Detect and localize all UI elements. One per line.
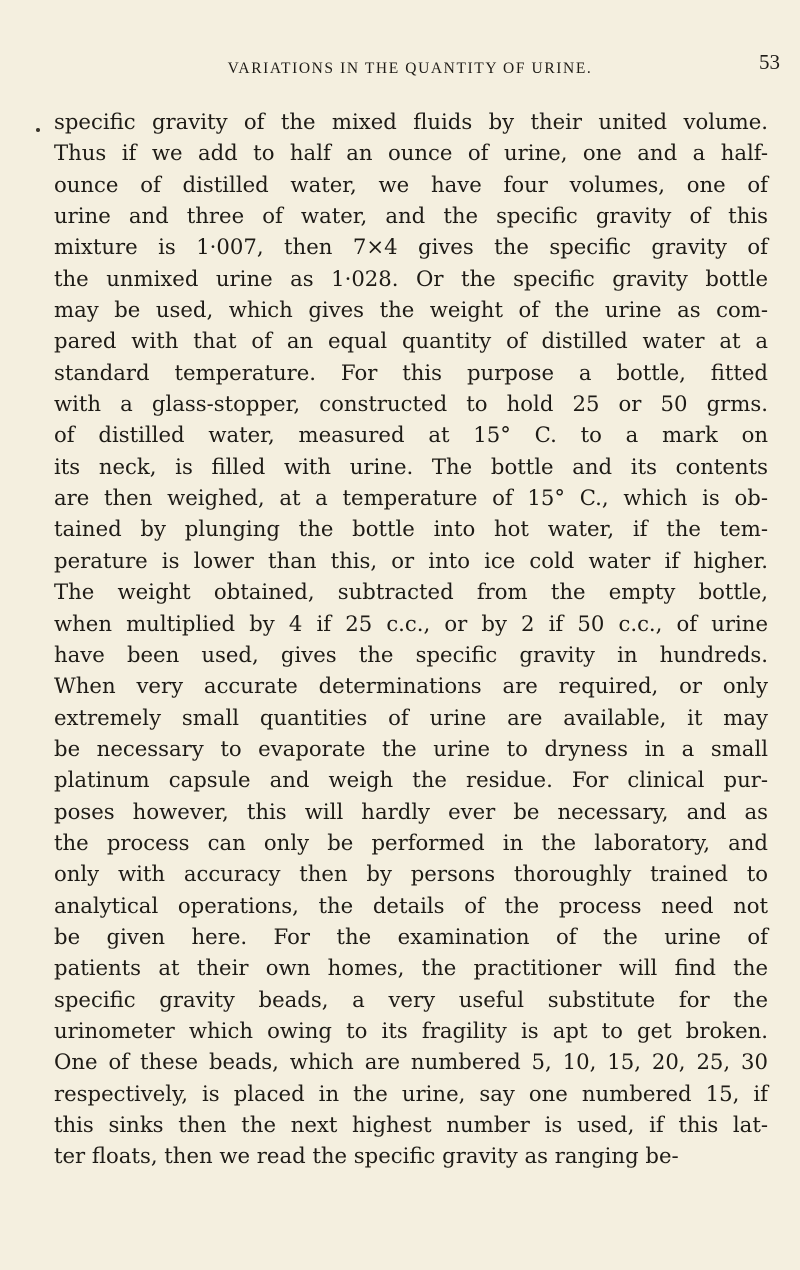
text-line: tained by plunging the bottle into hot water, if the tem-: [54, 516, 768, 542]
text-line: the process can only be performed in the laboratory, and: [54, 829, 768, 855]
text-line: are then weighed, at a temperature of 15° C., which is ob-: [54, 485, 768, 511]
text-line: poses however, this will hardly ever be necessary, and as: [54, 798, 768, 824]
text-line: Thus if we add to half an ounce of urine, one and a half-: [54, 140, 768, 166]
text-line: of distilled water, measured at 15° C. to a mark on: [54, 422, 768, 448]
text-line: urine and three of water, and the specific gravity of this: [54, 203, 768, 229]
text-line: analytical operations, the details of the process need not: [54, 892, 768, 918]
body-text: [54, 106, 768, 1172]
text-line: only with accuracy then by persons thoroughly trained to: [54, 861, 768, 887]
page-number: 53: [759, 50, 780, 74]
text-line: One of these beads, which are numbered 5, 10, 15, 20, 25, 30: [54, 1049, 768, 1075]
text-line: be given here. For the examination of the urine of: [54, 923, 768, 949]
text-line: when multiplied by 4 if 25 c.c., or by 2 if 50 c.c., of urine: [54, 610, 768, 636]
text-line: this sinks then the next highest number is used, if this lat-: [54, 1112, 768, 1137]
text-line: its neck, is filled with urine. The bottle and its contents: [54, 453, 768, 479]
text-line: urinometer which owing to its fragility is apt to get broken.: [54, 1017, 768, 1043]
text-line: standard temperature. For this purpose a bottle, fitted: [54, 359, 768, 385]
text-line: with a glass-stopper, constructed to hold 25 or 50 grms.: [54, 391, 768, 417]
text-line: ounce of distilled water, we have four volumes, one of: [54, 171, 768, 197]
text-line: mixture is 1·007, then 7×4 gives the specific gravity of: [54, 234, 768, 260]
text-line: ter floats, then we read the specific gravity as ranging be-: [54, 1143, 679, 1169]
text-line: be necessary to evaporate the urine to dryness in a small: [54, 735, 768, 761]
text-line: specific gravity of the mixed fluids by their united volume.: [54, 109, 768, 134]
text-line: perature is lower than this, or into ice cold water if higher.: [54, 547, 768, 573]
text-line: may be used, which gives the weight of the urine as com-: [54, 297, 768, 323]
running-title: VARIATIONS IN THE QUANTITY OF URINE.: [227, 60, 593, 77]
text-line: have been used, gives the specific gravity in hundreds.: [54, 641, 768, 667]
text-line: specific gravity beads, a very useful substitute for the: [54, 986, 768, 1012]
margin-dot: [36, 128, 40, 132]
text-line: The weight obtained, subtracted from the empty bottle,: [54, 579, 768, 605]
text-line: platinum capsule and weigh the residue. For clinical pur-: [54, 767, 768, 793]
page-header: [40, 50, 780, 86]
text-line: respectively, is placed in the urine, say one numbered 15, if: [54, 1080, 768, 1106]
text-line: pared with that of an equal quantity of distilled water at a: [54, 328, 768, 354]
text-line: the unmixed urine as 1·028. Or the specific gravity bottle: [54, 265, 768, 291]
text-line: patients at their own homes, the practitioner will find the: [54, 955, 768, 981]
text-line: extremely small quantities of urine are available, it may: [54, 704, 768, 730]
text-line: When very accurate determinations are required, or only: [54, 673, 768, 699]
